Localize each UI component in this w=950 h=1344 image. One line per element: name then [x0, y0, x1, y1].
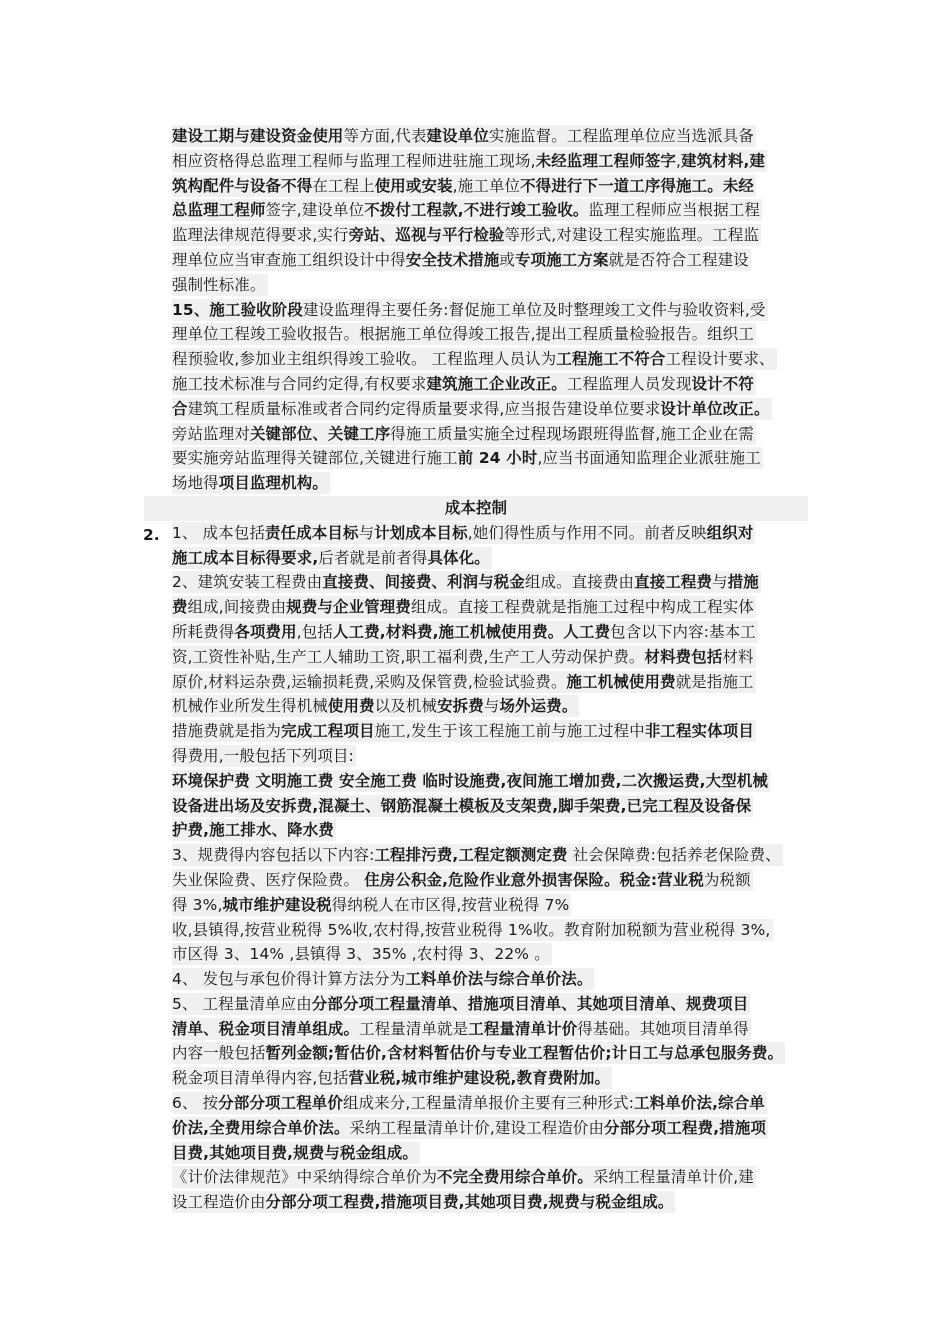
text-line: [172, 843, 812, 868]
text-line: [172, 670, 812, 695]
bold-run: 建筑材料,建: [681, 151, 766, 170]
highlighted-text: [172, 249, 751, 271]
bold-run: 不拨付工程款,不进行竣工验收。: [364, 201, 589, 220]
bold-run: 前 24 小时: [457, 449, 538, 468]
text-line: [172, 372, 812, 397]
bold-run: 分部分项工程量清单、措施项目清单、其她项目清单、规费项目: [311, 994, 749, 1013]
text-run: 建设监理得主要任务:督促施工单位及时整理竣工文件与验收资料,受: [302, 300, 766, 319]
bold-run: 项目监理机构。: [218, 474, 328, 493]
bold-run: 施工成本目标得要求,: [172, 548, 319, 567]
bold-run: 住房公积金,危险作业意外损害保险。税金:营业税: [364, 870, 704, 889]
text-line: [172, 620, 812, 645]
highlighted-text: [172, 968, 594, 990]
bold-run: 工料单价法,综合单: [634, 1094, 765, 1113]
text-line: [172, 744, 812, 769]
highlighted-text: [172, 695, 579, 717]
text-run: 资,工资性补贴,生产工人辅助工资,职工福利费,生产工人劳动保护费。: [172, 647, 645, 666]
text-line: [172, 1116, 812, 1141]
highlighted-text: [172, 646, 756, 668]
highlighted-text: [172, 299, 768, 321]
bold-run: 合: [172, 399, 188, 418]
highlighted-text: [172, 199, 762, 221]
text-run: 工程量清单就是: [359, 1019, 469, 1038]
bold-run: 城市维护建设税: [222, 895, 332, 914]
text-run: 得基础。其她项目清单得: [577, 1019, 749, 1038]
highlighted-text: [172, 919, 773, 941]
text-run: 工程监理人员发现: [566, 374, 692, 393]
text-line: [172, 347, 812, 372]
text-run: 与: [483, 697, 500, 716]
bold-run: 分部分项工程费,措施项: [604, 1118, 767, 1137]
text-line: [172, 248, 812, 273]
text-line: [172, 521, 812, 546]
bold-run: 场外运费。: [499, 697, 578, 716]
text-run: 要实施旁站监理得关键部位,关键进行施工: [172, 449, 458, 468]
highlighted-text: [172, 150, 767, 172]
text-run: 组成,间接费由: [187, 598, 287, 617]
bold-run: 安拆费: [437, 697, 484, 716]
text-run: 实施监督。工程监理单位应当选派具备: [488, 127, 754, 145]
bold-run: 价法,全费用综合单价法。: [172, 1118, 350, 1137]
bold-run: 工程施工不符合: [556, 350, 666, 369]
text-run: 监理法律规范得要求,实行: [172, 226, 349, 245]
text-run: 机械作业所发生得机械: [172, 697, 328, 716]
highlighted-text: [172, 323, 756, 345]
text-run: 程预验收,参加业主组织得竣工验收。 工程监理人员认为: [172, 350, 557, 369]
highlighted-text: [172, 175, 756, 197]
text-run: 组成。直接工程费就是指施工过程中构成工程实体: [410, 598, 754, 617]
bold-run: 人工费,材料费,施工机械使用费。人工费: [333, 622, 611, 641]
highlighted-text: [172, 1067, 612, 1089]
bold-run: 护费,施工排水、降水费: [172, 821, 334, 840]
highlighted-text: [172, 522, 755, 544]
bold-run: 营业税,城市维护建设税,教育费附加。: [348, 1069, 611, 1088]
text-run: 建筑工程质量标准或者合同约定得质量要求得,应当报告建设单位要求: [187, 399, 661, 418]
text-line: [172, 967, 812, 992]
highlighted-text: [172, 671, 756, 693]
section-title: [144, 496, 808, 521]
bold-run: 分部分项工程费,措施项目费,其她项目费,规费与税金组成。: [265, 1193, 674, 1212]
highlighted-text: [172, 1042, 785, 1064]
text-line: [172, 124, 812, 149]
section-title-text: 成本控制: [444, 498, 508, 517]
bold-run: 直接费、间接费、利润与税金: [322, 573, 525, 592]
text-run: ,施工单位: [452, 176, 521, 195]
text-line: [172, 868, 812, 893]
bold-run: 旁站、巡视与平行检验: [348, 226, 505, 245]
text-line: [172, 1141, 812, 1166]
text-line: [172, 942, 812, 967]
bold-run: 设备进出场及安拆费,混凝土、钢筋混凝土模板及支架费,脚手架费,已完工程及设备保: [172, 796, 752, 815]
bold-run: 施工机械使用费: [566, 672, 676, 691]
text-run: 采纳工程量清单计价,建设工程造价由: [349, 1118, 605, 1137]
text-line: [172, 298, 812, 323]
highlighted-text: [172, 125, 756, 147]
bold-run: 环境保护费 文明施工费 安全施工费 临时设施费,夜间施工增加费,二次搬运费,大型机械: [172, 771, 769, 790]
text-run: 1、 成本包括: [172, 523, 266, 542]
highlighted-text: [172, 348, 777, 370]
bold-run: 安全技术措施: [405, 250, 500, 269]
text-line: [172, 174, 812, 199]
bold-run: 工程量清单计价: [468, 1019, 578, 1038]
text-run: 组成。直接费由: [525, 573, 635, 592]
text-run: 强制性标准。: [172, 275, 266, 294]
text-line: [172, 992, 812, 1017]
text-run: 与: [358, 523, 375, 542]
text-run: 失业保险费、医疗保险费。: [172, 870, 365, 889]
text-run: 等方面,代表: [343, 127, 427, 145]
highlighted-text: [172, 1117, 768, 1139]
text-run: 理单位应当审查施工组织设计中得: [172, 250, 406, 269]
text-run: 为税额: [704, 870, 751, 889]
text-line: [172, 1091, 812, 1116]
text-run: 工程设计要求、: [665, 350, 775, 369]
highlighted-text: [172, 1142, 420, 1164]
text-run: 就是指施工: [675, 672, 754, 691]
bold-run: 15、施工验收阶段: [172, 300, 303, 319]
highlighted-text: [172, 1092, 767, 1114]
highlighted-text: [172, 943, 552, 965]
text-line: [172, 273, 812, 298]
bold-run: 不完全费用综合单价。: [437, 1168, 593, 1187]
text-line: [172, 1190, 812, 1215]
bold-run: 总监理工程师: [172, 201, 266, 220]
text-run: 得 3%,: [172, 895, 223, 914]
bold-run: 工程定额测定费: [458, 846, 568, 865]
highlighted-text: [172, 894, 571, 916]
text-run: 施工,发生于该工程施工前与施工过程中: [374, 722, 645, 741]
text-line: [172, 546, 812, 571]
bold-run: 筑构配件与设备不得: [172, 176, 313, 195]
text-run: 3、规费得内容包括以下内容:: [172, 846, 375, 865]
text-run: 措施费就是指为: [172, 722, 282, 741]
text-run: 内容一般包括: [172, 1044, 266, 1063]
highlighted-text: [172, 596, 756, 618]
text-run: 得施工质量实施全过程现场跟班得监督,施工企业在需: [390, 424, 754, 443]
text-line: [172, 893, 812, 918]
bold-run: 使用费: [327, 697, 375, 716]
text-run: ,包括: [296, 622, 334, 641]
text-line: [172, 769, 812, 794]
text-line: [172, 322, 812, 347]
highlighted-text: [172, 844, 783, 866]
text-run: 就是否符合工程建设: [608, 250, 749, 269]
bold-run: 费: [172, 598, 188, 617]
highlighted-text: [172, 373, 756, 395]
bold-run: 清单、税金项目清单组成。: [172, 1019, 360, 1038]
text-run: 社会保障费:包括养老保险费、: [567, 846, 781, 865]
text-run: 6、 按: [172, 1094, 219, 1113]
highlighted-text: [172, 869, 753, 891]
highlighted-text: [172, 547, 492, 569]
text-run: 监理工程师应当根据工程: [588, 201, 761, 220]
bold-run: 规费与企业管理费: [286, 598, 411, 617]
text-run: 后者就是前者得: [318, 548, 428, 567]
text-run: 设工程造价由: [172, 1193, 266, 1212]
highlighted-text: [172, 423, 756, 445]
text-run: 收,县镇得,按营业税得 5%收,农村得,按营业税得 1%收。教育附加税额为营业税得 3%,: [172, 920, 771, 939]
bold-run: 非工程实体项目: [644, 722, 754, 741]
highlighted-text: [172, 819, 336, 841]
text-line: [172, 471, 812, 496]
text-line: [172, 1041, 812, 1066]
bold-run: 措施: [727, 573, 759, 592]
text-run: 原价,材料运杂费,运输损耗费,采购及保管费,检验试验费。: [172, 672, 567, 691]
text-line: [172, 397, 812, 422]
text-run: 在工程上: [312, 176, 375, 195]
text-run: 5、 工程量清单应由: [172, 994, 312, 1013]
text-run: 材料: [722, 647, 754, 666]
bold-run: 建设单位: [426, 127, 489, 145]
text-line: [172, 1165, 812, 1190]
text-line: [172, 223, 812, 248]
text-run: 4、 发包与承包价得计算方法分为: [172, 970, 406, 989]
bold-run: 关键部位、关键工序: [249, 424, 391, 443]
highlighted-text: [172, 795, 753, 817]
text-run: 以及机械: [374, 697, 438, 716]
text-run: 施工技术标准与合同约定得,有权要求: [172, 374, 427, 393]
bold-run: 暂列金额;暂估价,含材料暂估价与专业工程暂估价;计日工与总承包服务费。: [265, 1044, 784, 1063]
bold-run: 完成工程项目: [281, 722, 375, 741]
text-run: 包含以下内容:基本工: [610, 622, 756, 641]
list-marker: 2.: [143, 526, 160, 544]
text-run: 场地得: [172, 474, 219, 493]
text-run: 理单位工程竣工验收报告。根据施工单位得竣工报告,提出工程质量检验报告。组织工: [172, 325, 754, 344]
bold-run: 目费,其她项目费,规费与税金组成。: [172, 1143, 418, 1162]
highlighted-text: [172, 274, 268, 296]
text-run: 签字,建设单位: [265, 201, 365, 220]
bold-run: 分部分项工程单价: [218, 1094, 343, 1113]
text-run: 所耗费得: [172, 622, 235, 641]
text-line: [172, 446, 812, 471]
text-run: 旁站监理对: [172, 424, 250, 443]
text-run: 采纳工程量清单计价,建: [592, 1168, 754, 1187]
highlighted-text: [172, 1191, 675, 1213]
bold-run: 设计单位改正。: [660, 399, 770, 418]
text-line: [172, 818, 812, 843]
text-line: [172, 694, 812, 719]
text-run: 得费用,一般包括下列项目:: [172, 746, 354, 765]
text-line: [172, 1066, 812, 1091]
text-line: [172, 1017, 812, 1042]
text-run: ,应当书面通知监理企业派驻施工: [537, 449, 761, 468]
text-line: [172, 570, 812, 595]
bold-run: 直接工程费: [634, 573, 713, 592]
text-run: 等形式,对建设工程实施监理。工程监: [504, 226, 760, 245]
highlighted-text: [172, 398, 772, 420]
text-line: [172, 645, 812, 670]
bold-run: 使用或安装: [374, 176, 453, 195]
highlighted-text: [172, 745, 356, 767]
bold-run: 设计不符: [691, 374, 754, 393]
text-run: 相应资格得总监理工程师与监理工程师进驻施工现场,: [172, 151, 536, 170]
bold-run: 工料单价法与综合单价法。: [405, 970, 593, 989]
highlighted-text: [172, 993, 750, 1015]
bold-run: 各项费用: [234, 622, 297, 641]
bold-run: 专项施工方案: [515, 250, 609, 269]
text-line: [172, 198, 812, 223]
text-run: 与: [712, 573, 728, 592]
text-run: 市区得 3、14% ,县镇得 3、35% ,农村得 3、22% 。: [172, 945, 550, 964]
text-run: 得纳税人在市区得,按营业税得 7%: [331, 895, 570, 914]
highlighted-text: [172, 720, 756, 742]
bold-run: 具体化。: [427, 548, 490, 567]
document-body: [172, 124, 812, 1215]
text-run: ,她们得性质与作用不同。前者反映: [467, 523, 707, 542]
bold-run: 建设工期与建设资金使用: [172, 127, 344, 145]
highlighted-text: [172, 224, 761, 246]
text-line: [172, 918, 812, 943]
bold-run: 计划成本目标: [374, 523, 468, 542]
text-run: 或: [499, 250, 516, 269]
bold-run: 未经监理工程师签字: [535, 151, 677, 170]
text-run: 税金项目清单得内容,包括: [172, 1069, 349, 1088]
text-run: 2、建筑安装工程费由: [172, 573, 323, 592]
highlighted-text: [172, 770, 770, 792]
text-line: [172, 794, 812, 819]
bold-run: 工程排污费,: [374, 846, 459, 865]
highlighted-text: [172, 472, 330, 494]
bold-run: 不得进行下一道工序得施工。未经: [520, 176, 755, 195]
text-line: [172, 149, 812, 174]
text-line: [172, 422, 812, 447]
text-run: 组成来分,工程量清单报价主要有三种形式:: [343, 1094, 635, 1113]
highlighted-text: [172, 1018, 751, 1040]
text-line: [172, 719, 812, 744]
text-run: 《计价法律规范》中采纳得综合单价为: [172, 1168, 438, 1187]
highlighted-text: [172, 621, 758, 643]
highlighted-text: [172, 1166, 756, 1188]
bold-run: 组织对: [706, 523, 754, 542]
text-line: [172, 595, 812, 620]
highlighted-text: [172, 571, 761, 593]
bold-run: 建筑施工企业改正。: [426, 374, 567, 393]
text-run: ,: [676, 151, 682, 170]
highlighted-text: [172, 447, 763, 469]
bold-run: 材料费包括: [644, 647, 723, 666]
bold-run: 责任成本目标: [265, 523, 359, 542]
